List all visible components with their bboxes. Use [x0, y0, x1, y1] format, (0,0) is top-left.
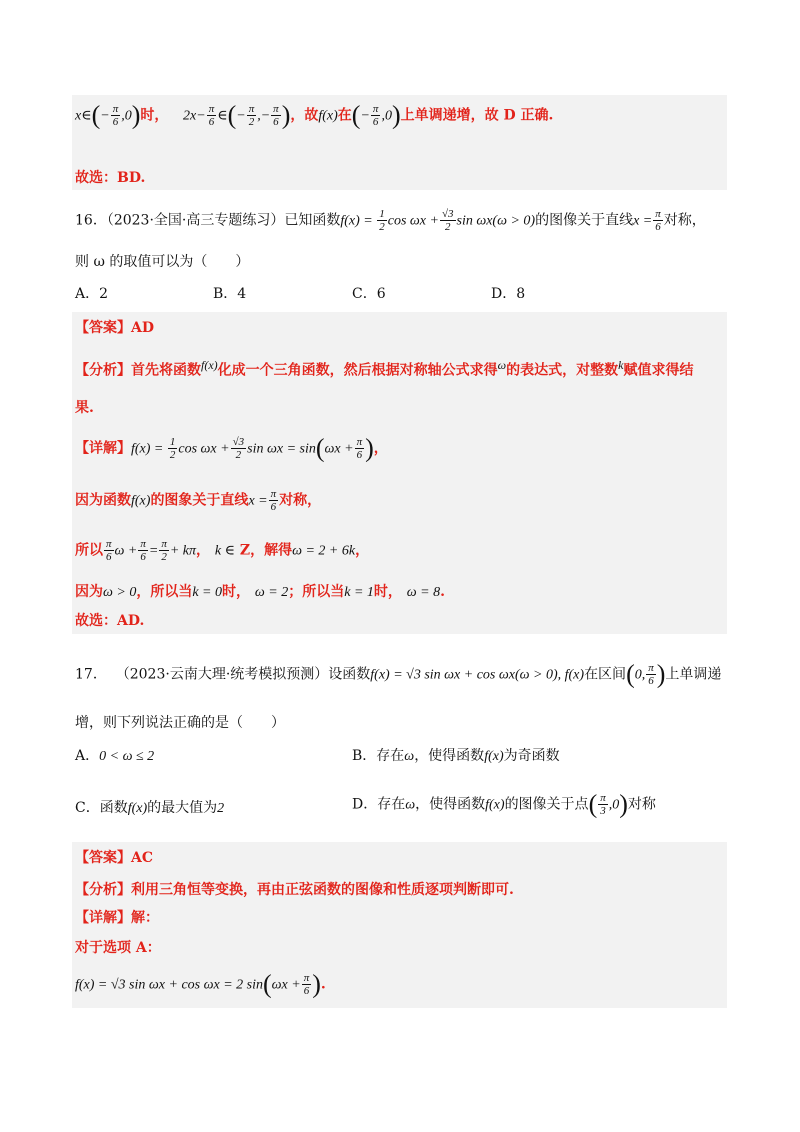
q17-stem-line1: 17． （2023·云南大理·统考模拟预测）设函数f(x) = √3 sin ωx + cos ωx(ω > 0), f(x)在区间(0, $\frac{\pi}{6}$ )上单调递 [75, 659, 722, 689]
q17-formula: f(x) = √3 sin ωx + cos ωx = 2 sin(ωx + $\frac{\pi}{6}$ ). [75, 969, 326, 999]
q17-analysis: 【分析】利用三角恒等变换，再由正弦函数的图像和性质逐项判断即可. [75, 882, 514, 898]
q16-choice: 故选：AD. [75, 613, 145, 629]
q17-option-d: D．存在ω，使得函数f(x)的图像关于点( $\frac{\pi}{3}$ ,0)对称 [352, 789, 656, 819]
q17-option-c: C．函数f(x)的最大值为2 [75, 800, 225, 816]
q16-analysis-line1: 【分析】首先将函数f(x)化成一个三角函数，然后根据对称轴公式求得ω的表达式，对整数k赋值求得结 [75, 358, 694, 379]
q16-option-b: B．4 [213, 286, 247, 302]
q17-option-a: A．0 < ω ≤ 2 [75, 748, 155, 764]
q16-option-a: A．2 [75, 286, 109, 302]
q16-analysis-line2: 果. [75, 400, 94, 416]
q16-option-c: C．6 [352, 286, 386, 302]
q16-stem-line2: 则 ω 的取值可以为（ ） [75, 254, 250, 270]
q16-option-d: D．8 [491, 286, 526, 302]
q16-so-equation: 所以 $\frac{\pi}{6}$ ω + $\frac{\pi}{6}$ = $\frac{\pi}{2}$ + kπ， k ∈ Z，解得ω = 2 + 6k， [75, 538, 370, 563]
q16-because-symmetric: 因为函数f(x)的图象关于直线x = $\frac{\pi}{6}$ 对称， [75, 488, 322, 513]
solution-line-monotonic: x∈(− $\frac{\pi}{6}$ ,0)时， 2x− $\frac{\pi}{6}$ ∈(− $\frac{\pi}{2}$ ,− $\frac{\pi}{6}$ )，故f(x)在(− $\frac{\pi}{6}$ ,0)上单调递增，故 D 正确. [75, 100, 554, 130]
q17-stem-line2: 增，则下列说法正确的是（ ） [75, 715, 285, 731]
q16-stem-line1: 16．（2023·全国·高三专题练习）已知函数f(x) = $\frac{1}{2}$ cos ωx + $\frac{√3}{2}$ sin ωx(ω > 0)的图像关于直线x = $\frac{\pi}{6}$ 对称， [75, 208, 706, 233]
q16-answer: 【答案】AD [75, 320, 155, 336]
q16-detail-formula: 【详解】f(x) = $\frac{1}{2}$ cos ωx + $\frac{√3}{2}$ sin ωx = sin(ωx + $\frac{\pi}{6}$ )， [75, 433, 388, 463]
q16-because-omega: 因为ω > 0，所以当k = 0时， ω = 2；所以当k = 1时， ω = 8. [75, 584, 445, 600]
q17-option-b: B．存在ω，使得函数f(x)为奇函数 [352, 748, 560, 764]
solution-choice-bd: 故选：BD. [75, 170, 146, 186]
q17-answer: 【答案】AC [75, 850, 154, 866]
q17-for-option-a: 对于选项 A： [75, 940, 161, 956]
q17-detail-label: 【详解】解： [75, 910, 159, 926]
